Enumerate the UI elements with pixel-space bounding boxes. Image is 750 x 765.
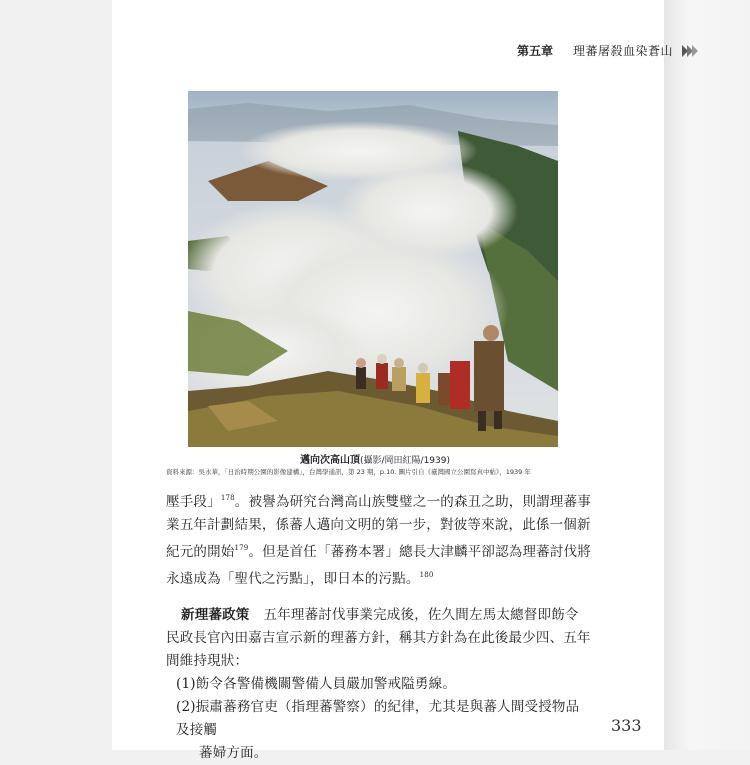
footnote-ref: 180 [419, 571, 434, 579]
list-item: (2)振肅蕃務官吏（指理蕃警察）的紀律，尤其是與蕃人間受授物品及接觸 [176, 699, 580, 738]
caption-credit: (攝影/岡田紅陽/1939) [360, 456, 450, 466]
photo-source: 資料來源：吳永華，「日治時期公園的影像建構」，台灣學通訊，第 23 期，p.10. 圖片引自《臺灣國立公園寫真中帖》，1939 年 [166, 468, 531, 476]
running-header [517, 42, 698, 59]
footnote-ref: 178 [220, 494, 235, 502]
chapter-title: 理蕃屠殺血染蒼山 [572, 44, 673, 58]
section-heading: 新理蕃政策 [181, 607, 250, 623]
body-text [166, 487, 591, 765]
mountain-photo [188, 91, 558, 447]
section-paragraph: 新理蕃政策 五年理蕃討伐事業完成後，佐久間左馬太總督即飭令民政長官內田嘉吉宣示新的理蕃方針，稱其方針為在此後最少四、五年間維持現狀： [166, 607, 591, 669]
photo-caption [0, 451, 750, 466]
list-item-continuation: 蕃婦方面。 [199, 745, 268, 761]
chapter-label: 第五章 [516, 44, 553, 58]
footnote-ref: 179 [234, 544, 249, 552]
chevron-arrows-icon [683, 45, 698, 57]
page-edge-shadow [664, 0, 750, 750]
paragraph-1: 壓手段」$^{178}$。被譽為研究台灣高山族雙璧之一的森丑之助，則謂理蕃事業五年計劃結果，係蕃人邁向文明的第一步，對彼等來說，此係一個新紀元的開始$^{179}$。但是首任「蕃務本署」總長大津麟平卻認為理蕃討伐將永遠成為「聖代之污點」，即日本的污點。$^{180}$ [166, 494, 591, 587]
list-item: (1)飭令各警備機關警備人員嚴加警戒隘勇線。 [176, 676, 457, 692]
mountain-photo-illustration [188, 91, 558, 447]
caption-title: 邁向次高山頂 [300, 455, 360, 466]
page-number: 333 [611, 716, 642, 735]
